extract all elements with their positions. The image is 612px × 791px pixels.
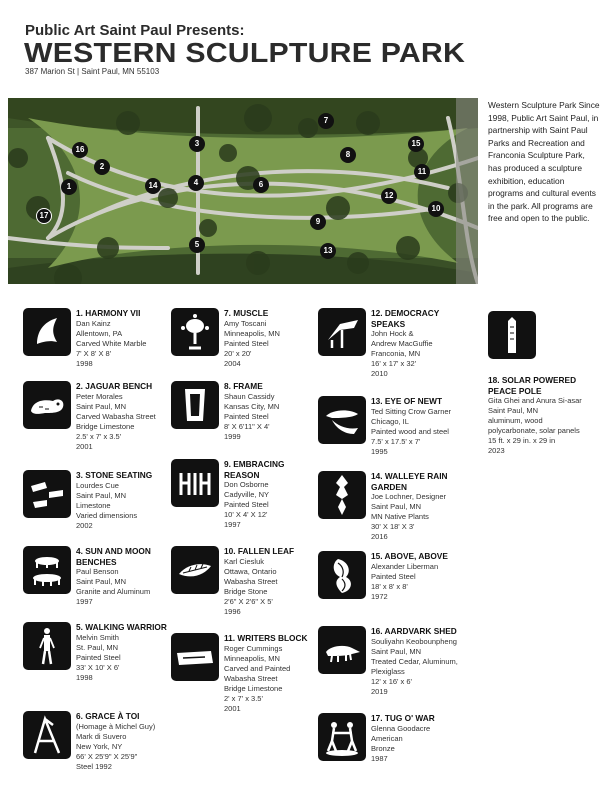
map-marker-6: 6	[253, 177, 269, 193]
artwork-detail: Carved Wabasha Street	[76, 411, 156, 421]
artwork-detail: Painted Steel	[224, 500, 269, 509]
artwork-detail: Karl Ciesluk	[224, 556, 265, 566]
artwork-title: MUSCLE	[233, 308, 269, 318]
warrior-icon	[23, 622, 71, 670]
map-marker-8: 8	[340, 147, 356, 163]
artwork-detail: 18' x 8' x 8'	[371, 581, 408, 591]
artwork-detail: John Hock &	[371, 329, 414, 338]
map-marker-16: 16	[72, 142, 88, 158]
artwork-title: SOLAR POWERED PEACE POLE	[488, 375, 577, 396]
artwork-title: ABOVE, ABOVE	[384, 551, 448, 561]
newt-icon	[318, 396, 366, 444]
artwork-number: 10.	[224, 546, 236, 556]
artwork-number: 18.	[488, 375, 500, 385]
artwork-title: STONE SEATING	[85, 470, 153, 480]
artwork-detail: St. Paul, MN	[76, 642, 119, 652]
artwork-detail: Limestone	[76, 500, 111, 510]
map-marker-7: 7	[318, 113, 334, 129]
artwork-detail: Painted Steel	[224, 411, 269, 421]
artwork-detail: 2'6" X 2'6" X 5'	[224, 596, 273, 606]
artwork-detail: Varied dimensions	[76, 510, 138, 520]
artwork-detail: 1972	[371, 591, 388, 601]
artwork-detail: Ted Sitting Crow Garner	[371, 406, 452, 416]
artwork-detail: 8' X 6'11" X 4'	[224, 421, 270, 431]
artwork-detail: (Homage à Michel Guy)	[76, 721, 156, 731]
artwork-detail: 2016	[371, 532, 388, 541]
aerial-map	[8, 98, 478, 284]
map-marker-13: 13	[320, 243, 336, 259]
artwork-detail: Bronze	[371, 743, 395, 753]
artwork-detail: Steel 1992	[76, 761, 112, 771]
harmony-icon	[23, 308, 71, 356]
map-marker-14: 14	[145, 178, 161, 194]
artwork-detail: Franconia, MN	[371, 349, 421, 358]
artwork-detail: 1998	[76, 672, 93, 682]
artwork-detail: 1997	[76, 597, 93, 606]
map-marker-3: 3	[189, 136, 205, 152]
artwork-detail: Mark di Suvero	[76, 731, 127, 741]
artwork-number: 4.	[76, 546, 83, 556]
artwork-number: 16.	[371, 626, 383, 636]
artwork-detail: 1987	[371, 753, 388, 763]
artwork-detail: Allentown, PA	[76, 328, 123, 338]
artwork-detail: Saint Paul, MN	[76, 490, 127, 500]
artwork-title: FALLEN LEAF	[237, 546, 295, 556]
artwork-detail: Painted Steel	[224, 338, 269, 348]
map-marker-2: 2	[94, 159, 110, 175]
artwork-detail: 30' X 18' X 3'	[371, 522, 415, 531]
artwork-detail: Plexiglass	[371, 666, 405, 676]
artwork-detail: Souliyahn Keobounpheng	[371, 636, 457, 646]
artwork-number: 15.	[371, 551, 383, 561]
peace-pole-icon	[488, 311, 536, 359]
artwork-detail: 66' X 25'9" X 25'9"	[76, 751, 138, 761]
writers-block-icon	[171, 633, 219, 681]
artwork-title: WALKING WARRIOR	[85, 622, 167, 632]
walleye-icon	[318, 471, 366, 519]
artwork-detail: Carved and Painted	[224, 663, 291, 673]
muscle-icon	[171, 308, 219, 356]
artwork-detail: Ottawa, Ontario	[224, 566, 277, 576]
artwork-detail: Alexander Liberman	[371, 561, 439, 571]
artwork-detail: 2002	[76, 520, 93, 530]
artwork-detail: Bridge Limestone	[76, 421, 135, 431]
artwork-detail: Wabasha Street	[224, 673, 278, 683]
artwork-title: EYE OF NEWT	[384, 396, 443, 406]
artwork-detail: Wabasha Street	[224, 576, 278, 586]
artwork-number: 6.	[76, 711, 83, 721]
artwork-detail: 7' X 8' X 8'	[76, 348, 112, 358]
artwork-detail: 1996	[224, 606, 241, 616]
artwork-detail: 1997	[224, 520, 241, 529]
artwork-title: WALLEYE RAIN GARDEN	[371, 471, 448, 492]
artwork-number: 5.	[76, 622, 83, 632]
park-intro: Western Sculpture Park Since 1998, Public Art Saint Paul, in partnership with Saint Paul Parks and Recreation and Franconia Sculpture Park, has produced a sculpture exhibition, education programs and cultural events in the park. All programs are free and open to the public.	[488, 100, 600, 224]
artwork-title: EMBRACING REASON	[224, 459, 285, 480]
map-marker-15: 15	[408, 136, 424, 152]
artwork-detail: Painted wood and steel	[371, 426, 449, 436]
artwork-number: 14.	[371, 471, 383, 481]
frame-icon	[171, 381, 219, 429]
map-marker-12: 12	[381, 188, 397, 204]
artwork-detail: Bridge Stone	[224, 586, 268, 596]
artwork-title: FRAME	[233, 381, 263, 391]
aerial-map-image	[8, 98, 478, 284]
artwork-detail: Granite and Aluminum	[76, 587, 151, 596]
artwork-detail: Andrew MacGuffie	[371, 339, 433, 348]
map-marker-4: 4	[188, 175, 204, 191]
artwork-detail: 2' x 7' x 3.5'	[224, 693, 263, 703]
grace-icon	[23, 711, 71, 759]
aardvark-icon	[318, 626, 366, 674]
artwork-detail: Shaun Cassidy	[224, 391, 275, 401]
artwork-title: JAGUAR BENCH	[85, 381, 153, 391]
artwork-detail: 2001	[76, 441, 93, 451]
artwork-title: HARMONY VII	[85, 308, 141, 318]
artwork-detail: Saint Paul, MN	[76, 401, 127, 411]
artwork-title: WRITERS BLOCK	[237, 633, 308, 643]
map-marker-1: 1	[61, 179, 77, 195]
artwork-number: 11.	[224, 633, 236, 643]
artwork-detail: 2019	[371, 686, 388, 696]
artwork-detail: MN Native Plants	[371, 512, 429, 521]
artwork-detail: American	[371, 733, 403, 743]
artwork-detail: Lourdes Cue	[76, 480, 119, 490]
artwork-title: TUG O' WAR	[384, 713, 435, 723]
artwork-detail: 2001	[224, 703, 241, 713]
artwork-detail: Peter Morales	[76, 391, 123, 401]
artwork-detail: Dan Kainz	[76, 318, 111, 328]
artwork-detail: 16' x 17' x 32'	[371, 359, 417, 368]
artwork-detail: 1999	[224, 431, 241, 441]
page-title: WESTERN SCULPTURE PARK	[24, 37, 466, 68]
artwork-detail: 2010	[371, 369, 388, 378]
artwork-detail: 12' x 16' x 6'	[371, 676, 412, 686]
artwork-number: 13.	[371, 396, 383, 406]
artwork-number: 9.	[224, 459, 231, 469]
artwork-detail: 10' X 4' X 12'	[224, 510, 268, 519]
artwork-detail: Joe Lochner, Designer	[371, 492, 447, 501]
above-icon	[318, 551, 366, 599]
artwork-detail: Bridge Limestone	[224, 683, 283, 693]
artwork-detail: Treated Cedar, Aluminum,	[371, 656, 458, 666]
democracy-icon	[318, 308, 366, 356]
artwork-detail: Saint Paul, MN	[371, 646, 422, 656]
artwork-detail: 1998	[76, 358, 93, 368]
benches-icon	[23, 546, 71, 594]
artwork-detail: Melvin Smith	[76, 632, 119, 642]
artwork-detail: 20' x 20'	[224, 348, 252, 358]
artwork-detail: Saint Paul, MN	[76, 577, 127, 586]
artwork-detail: 15 ft. x 29 in. x 29 in	[488, 436, 556, 445]
artwork-title: GRACE À TOI	[85, 711, 140, 721]
artwork-detail: Saint Paul, MN	[371, 502, 422, 511]
jaguar-icon	[23, 381, 71, 429]
artwork-detail: 1995	[371, 446, 388, 456]
artwork-detail: 7.5' x 17.5' x 7'	[371, 436, 421, 446]
embracing-icon	[171, 459, 219, 507]
artwork-detail: Kansas City, MN	[224, 401, 280, 411]
map-marker-11: 11	[414, 164, 430, 180]
artwork-detail: Minneapolis, MN	[224, 653, 280, 663]
artwork-detail: Don Osborne	[224, 480, 269, 489]
artwork-title: DEMOCRACY SPEAKS	[371, 308, 440, 329]
tug-of-war-icon	[318, 713, 366, 761]
artwork-detail: Chicago, IL	[371, 416, 409, 426]
artwork-detail: Paul Benson	[76, 567, 119, 576]
artwork-detail: Painted Steel	[76, 652, 121, 662]
artwork-detail: Gita Ghei and Anura Si-asar	[488, 396, 582, 405]
artwork-detail: 33' X 10' X 6'	[76, 662, 120, 672]
presents-heading: Public Art Saint Paul Presents:	[25, 22, 245, 39]
artwork-detail: polycarbonate, solar panels	[488, 426, 580, 435]
address: 387 Marion St | Saint Paul, MN 55103	[25, 67, 160, 76]
leaf-icon	[171, 546, 219, 594]
artwork-detail: Carved White Marble	[76, 338, 147, 348]
artwork-number: 1.	[76, 308, 83, 318]
artwork-detail: Roger Cummings	[224, 643, 283, 653]
artwork-detail: Saint Paul, MN	[488, 406, 539, 415]
artwork-number: 3.	[76, 470, 83, 480]
artwork-number: 17.	[371, 713, 383, 723]
artwork-detail: Painted Steel	[371, 571, 416, 581]
artwork-title: SUN AND MOON BENCHES	[76, 546, 151, 567]
artwork-number: 12.	[371, 308, 383, 318]
artwork-number: 8.	[224, 381, 231, 391]
map-marker-10: 10	[428, 201, 444, 217]
artwork-detail: Minneapolis, MN	[224, 328, 280, 338]
map-marker-17: 17	[36, 208, 52, 224]
map-marker-9: 9	[310, 214, 326, 230]
artwork-detail: Cadyville, NY	[224, 490, 270, 499]
artwork-detail: aluminum, wood	[488, 416, 543, 425]
artwork-detail: Glenna Goodacre	[371, 723, 431, 733]
artwork-detail: Amy Toscani	[224, 318, 267, 328]
artwork-detail: 2004	[224, 358, 241, 368]
artwork-detail: 2023	[488, 446, 505, 455]
artwork-number: 7.	[224, 308, 231, 318]
map-marker-5: 5	[189, 237, 205, 253]
artwork-detail: 2.5' x 7' x 3.5'	[76, 431, 122, 441]
artwork-title: AARDVARK SHED	[384, 626, 457, 636]
artwork-detail: New York, NY	[76, 741, 123, 751]
artwork-number: 2.	[76, 381, 83, 391]
stone-seating-icon	[23, 470, 71, 518]
